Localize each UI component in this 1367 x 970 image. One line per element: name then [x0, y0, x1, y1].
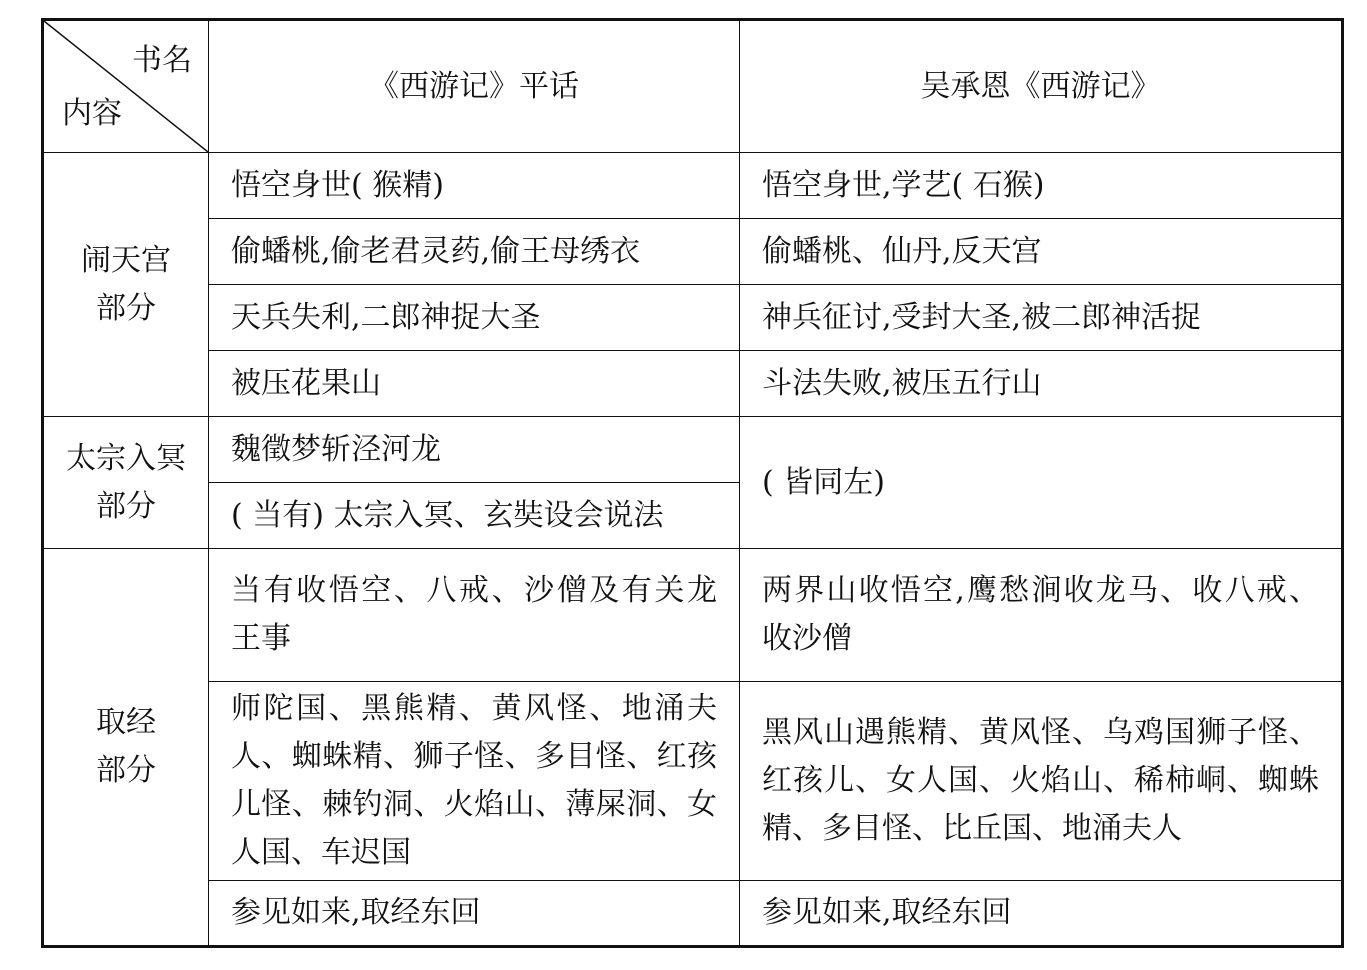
wu-cell: 斗法失败,被压五行山	[740, 351, 1343, 417]
corner-cell	[43, 20, 209, 153]
pinghua-cell: 被压花果山	[209, 351, 740, 417]
corner-label-content: 内容	[62, 96, 122, 131]
cell-line: 收沙僧	[762, 621, 852, 656]
section-label-line: 部分	[96, 290, 156, 326]
wu-cell: 偷蟠桃、仙丹,反天宫	[740, 219, 1343, 285]
column-header-pinghua: 《西游记》平话	[209, 20, 740, 153]
pinghua-cell: 参见如来,取经东回	[209, 881, 740, 947]
cell-line: 师陀国、黑熊精、黄风怪、地涌夫	[231, 691, 717, 726]
wu-cell: 神兵征讨,受封大圣,被二郎神活捉	[740, 285, 1343, 351]
table-row	[43, 153, 1343, 219]
cell-line: 当有收悟空、八戒、沙僧及有关龙	[231, 573, 717, 608]
cell-line: 红孩儿、女人国、火焰山、稀柿峒、蜘蛛	[762, 763, 1319, 798]
wu-cell: 悟空身世,学艺( 石猴)	[740, 153, 1343, 219]
wu-cell	[740, 549, 1343, 682]
table-row	[43, 417, 1343, 483]
pinghua-cell: 偷蟠桃,偷老君灵药,偷王母绣衣	[209, 219, 740, 285]
pinghua-cell	[209, 682, 740, 881]
section-label-line: 部分	[96, 753, 156, 788]
cell-line: 两界山收悟空,鹰愁涧收龙马、收八戒、	[762, 573, 1319, 608]
pinghua-cell: 天兵失利,二郎神捉大圣	[209, 285, 740, 351]
section-label-havoc-in-heaven	[43, 153, 209, 417]
section-label-pilgrimage	[43, 549, 209, 947]
section-label-line: 太宗入冥	[66, 440, 186, 476]
cell-line: 人国、车迟国	[231, 835, 411, 870]
header-row	[43, 20, 1343, 153]
cell-line: 精、多目怪、比丘国、地涌夫人	[762, 811, 1182, 846]
wu-cell	[740, 682, 1343, 881]
cell-line: 人、蜘蛛精、狮子怪、多目怪、红孩	[231, 739, 717, 774]
cell-line: 王事	[231, 621, 291, 656]
pinghua-cell: ( 当有) 太宗入冥、玄奘设会说法	[209, 483, 740, 549]
pinghua-cell	[209, 549, 740, 682]
table-row	[43, 682, 1343, 881]
wu-cell: 参见如来,取经东回	[740, 881, 1343, 947]
section-label-taizong-underworld	[43, 417, 209, 549]
pinghua-cell: 魏徵梦斩泾河龙	[209, 417, 740, 483]
column-header-wu-chengen: 吴承恩《西游记》	[740, 20, 1343, 153]
table-row	[43, 549, 1343, 682]
comparison-table	[41, 18, 1344, 948]
section-label-line: 部分	[96, 488, 156, 524]
table-row	[43, 351, 1343, 417]
pinghua-cell: 悟空身世( 猴精)	[209, 153, 740, 219]
table-row	[43, 285, 1343, 351]
cell-line: 黑风山遇熊精、黄风怪、乌鸡国狮子怪、	[762, 715, 1319, 750]
wu-cell-same-as-left: ( 皆同左)	[740, 417, 1343, 549]
section-label-line: 取经	[96, 705, 156, 740]
corner-label-book-title: 书名	[132, 43, 192, 78]
table-row	[43, 881, 1343, 947]
cell-line: 儿怪、棘钓洞、火焰山、薄屎洞、女	[231, 787, 717, 822]
table-row	[43, 219, 1343, 285]
section-label-line: 闹天宫	[81, 242, 171, 278]
